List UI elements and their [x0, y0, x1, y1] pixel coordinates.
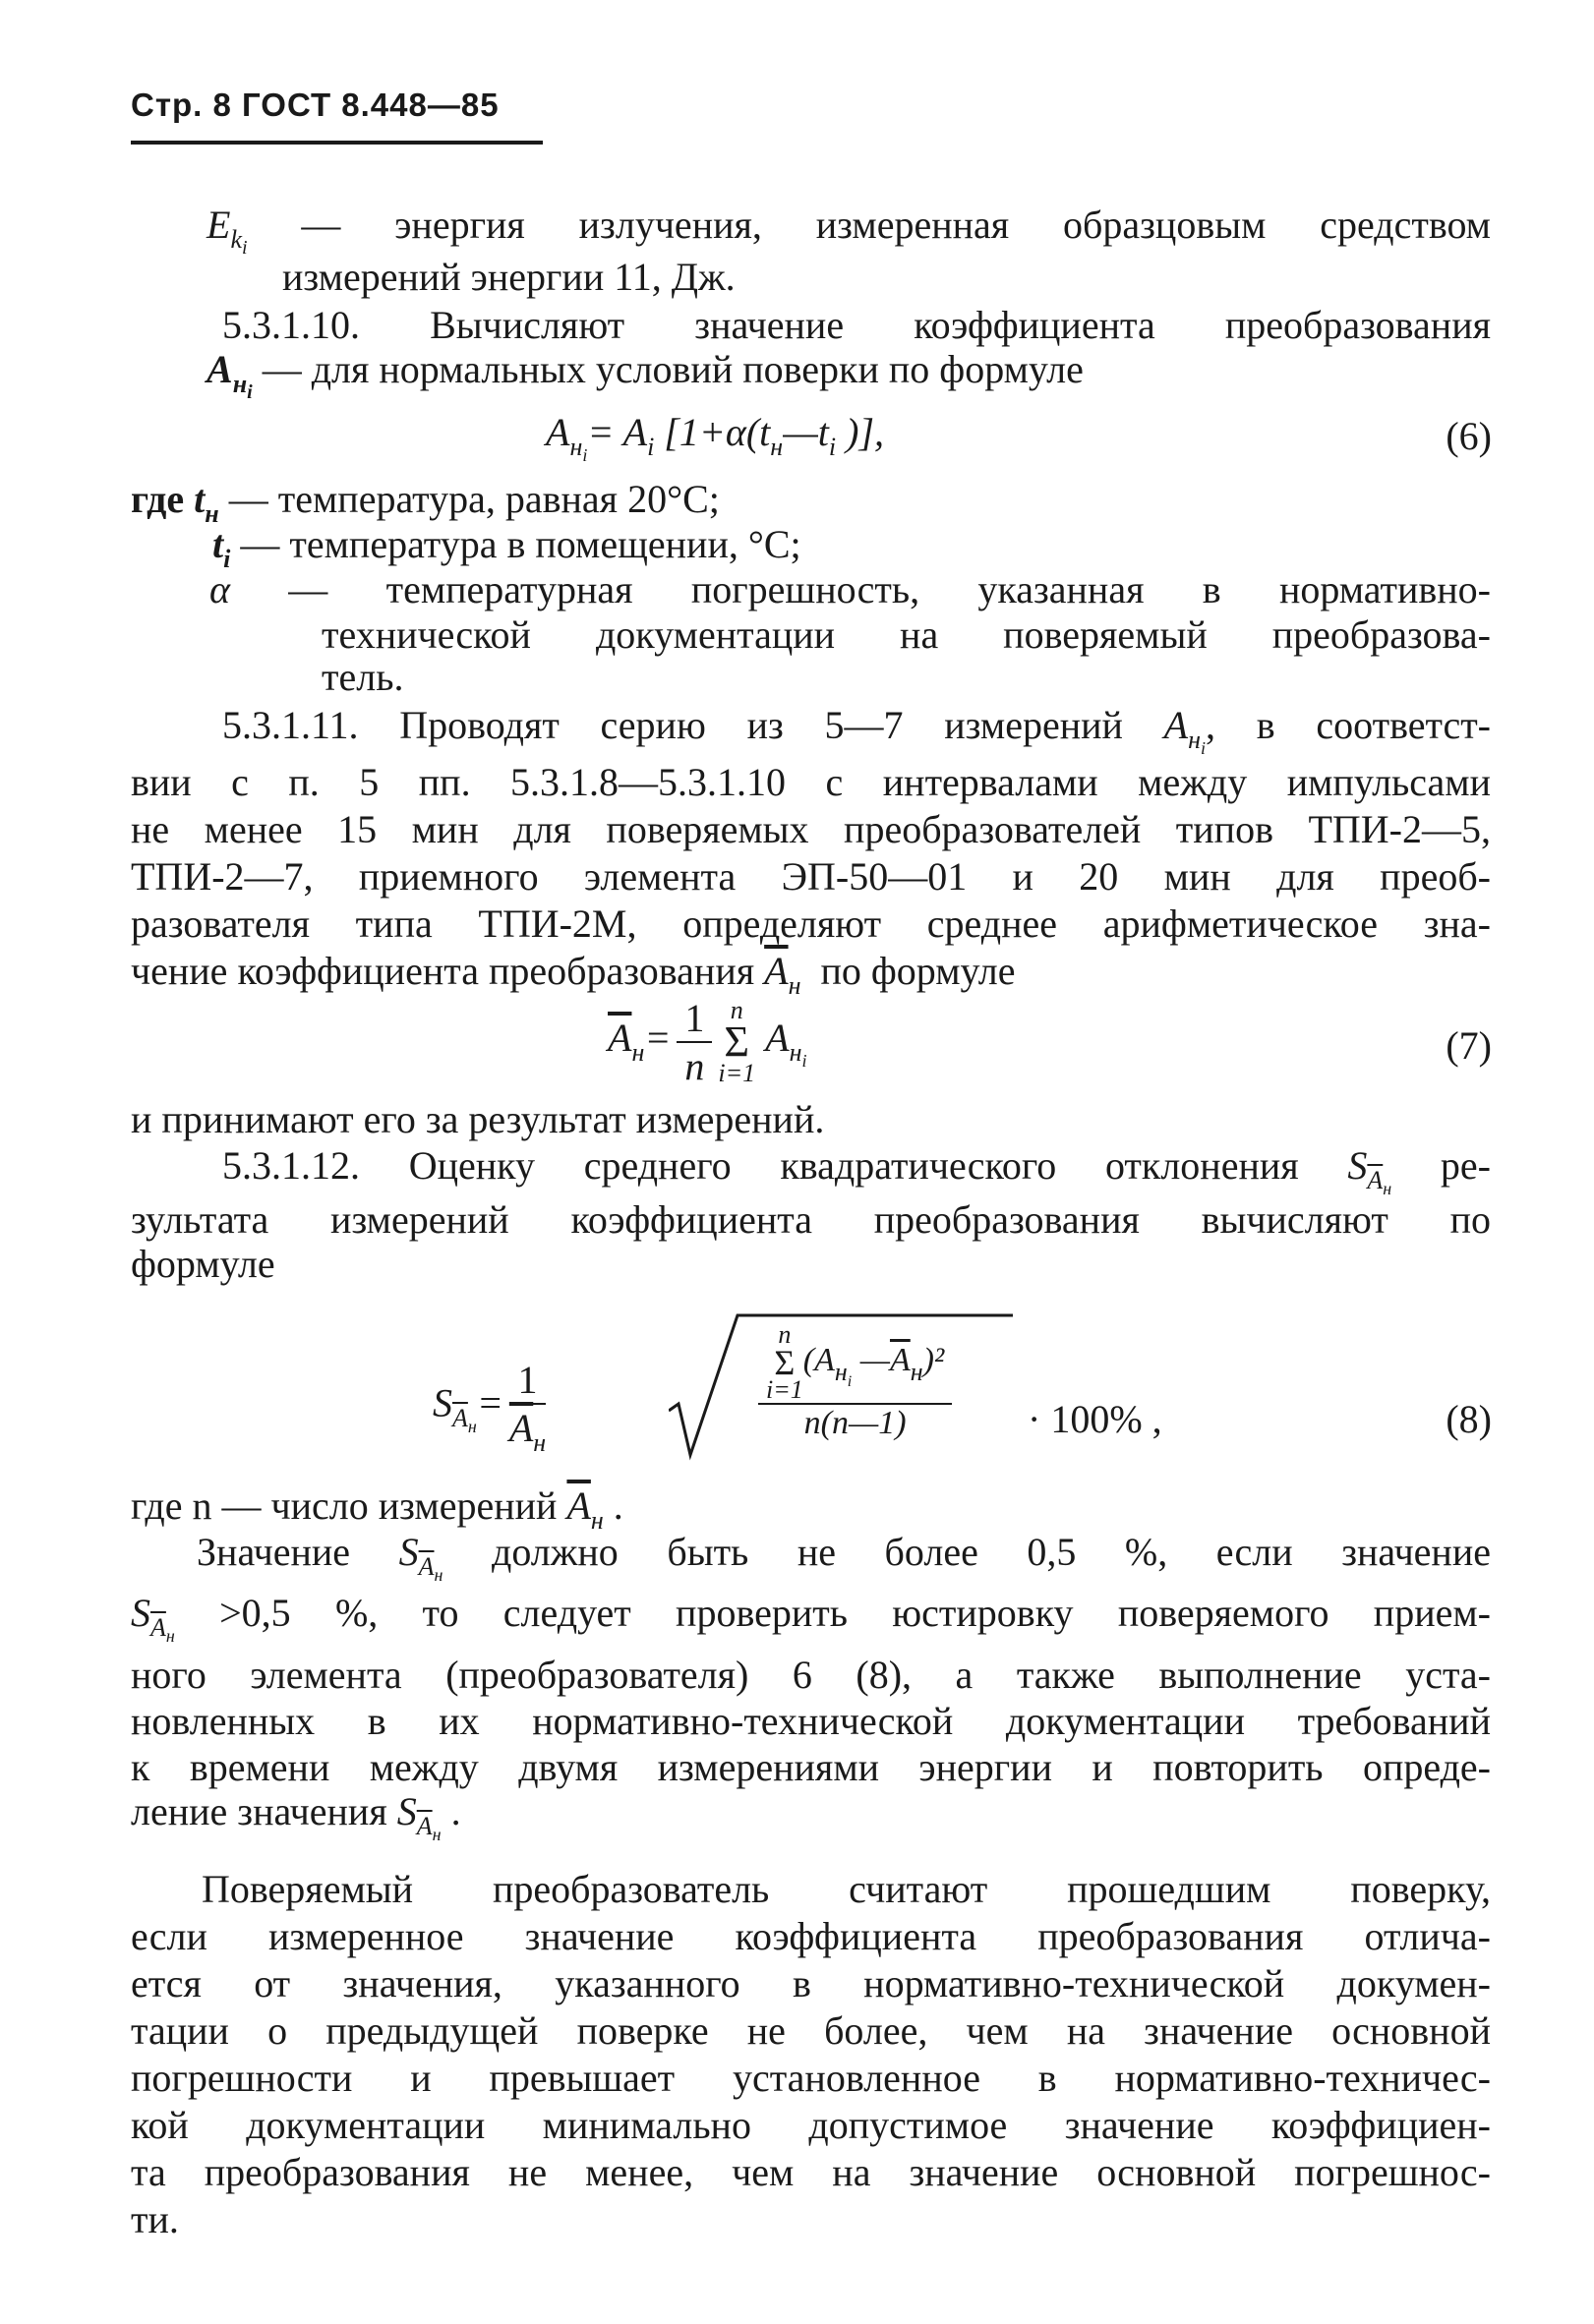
equation-8: $S_{\overline{A}_н}=$ $\frac{1}{\overline{A}_н}$ — [433, 1358, 547, 1457]
text-f5: погрешности и превышает установленное в нормативно-техничес- — [131, 2056, 1491, 2100]
eq8-radicand: n Σ i=1 ($A_{н_i}$ $—\overline{A}_н)^2$ n(n—1) — [752, 1322, 958, 1442]
text-f2: если измеренное значение коэффициента преобразования отлича- — [131, 1914, 1491, 1958]
p11-g: чение коэффициента преобразования — [131, 949, 755, 993]
text-p11c: вии с п. 5 пп. 5.3.1.8—5.3.1.10 с интервалами между импульсами — [131, 760, 1491, 804]
line-n: где n — число измерений $\overline{A}_н$ . — [131, 1483, 623, 1535]
value-line-6: ление значения $S_{\overline{A}_н}$ . — [131, 1789, 461, 1845]
p12-a: 5.3.1.12. Оценку среднего квадратического отклонения — [222, 1143, 1299, 1188]
eq6-c: —t — [783, 410, 829, 454]
text-f1: Поверяемый преобразователь считают прошедшим поверку, — [202, 1867, 1491, 1911]
text-f6: кой документации минимально допустимое значение коэффициен- — [131, 2103, 1491, 2147]
text-l4: — для нормальных условий поверки по формуле — [262, 347, 1084, 391]
value-line-2: $S_{\overline{A}_н} >0,5$ %, то следует проверить юстировку поверяемого прием- — [131, 1591, 1492, 1647]
eq6-number: (6) — [1446, 414, 1492, 458]
text-f3: ется от значения, указанного в нормативно-технической докумен- — [131, 1961, 1491, 2005]
p12-b: ре- — [1440, 1143, 1491, 1188]
where-line-2: $t_i$ — температура в помещении, °С; — [212, 522, 801, 573]
eq8-percent: · 100% , — [1028, 1397, 1162, 1441]
text-p11f: разователя типа ТПИ-2М, определяют среднее арифметическое зна- — [131, 901, 1491, 946]
text-p11e: ТПИ-2—7, приемного элемента ЭП-50—01 и 20 мин для преоб- — [131, 854, 1491, 899]
where-line-3: α — температурная погрешность, указанная в нормативно- — [209, 567, 1491, 611]
para-12-line-1: 5.3.1.12. Оценку среднего квадратического отклонения $S_{\overline{A}_н}$ ре- — [222, 1143, 1491, 1199]
text-l3: 5.3.1.10. Вычисляют значение коэффициента преобразования — [222, 303, 1491, 347]
text-l2: измерений энергии 11, Дж. — [282, 255, 736, 299]
line-a: $A_{н_i}$ — для нормальных условий поверки по формуле — [207, 347, 1084, 404]
equation-6: $A_{н_i}= A_i$ [$1+\alpha(t_н—t_i$ )], — [546, 410, 885, 466]
where-t1: — температура, равная 20°С; — [228, 477, 720, 521]
text-f4: тации о предыдущей поверке не более, чем на значение основной — [131, 2008, 1491, 2053]
text-r7: и принимают его за результат измерений. — [131, 1097, 825, 1141]
p11-b: , в соответст- — [1206, 703, 1491, 747]
text-p11d: не менее 15 мин для поверяемых преобразователей типов ТПИ-2—5, — [131, 807, 1491, 851]
p11-h: по формуле — [820, 949, 1016, 993]
p11-a: 5.3.1.11. Проводят серию из 5—7 измерений — [222, 703, 1123, 747]
text-l1: — энергия излучения, измеренная образцовым средством — [301, 203, 1491, 247]
where-word: где — [131, 477, 185, 521]
v1-b: должно быть не более 0,5 %, если значение — [491, 1530, 1492, 1574]
where-t2: — температура в помещении, °С; — [240, 522, 801, 566]
v2-b: >0,5 %, то следует проверить юстировку поверяемого прием- — [219, 1591, 1492, 1635]
para-11-line-1: 5.3.1.11. Проводят серию из 5—7 измерений $A_{н_i}$, в соответст- — [222, 703, 1491, 759]
text-p12c: зультата измерений коэффициента преобразования вычисляют по — [131, 1197, 1491, 1242]
eq6-a: = A — [587, 410, 648, 454]
text-n1: где n — число измерений — [131, 1483, 558, 1528]
v6-a: ление значения — [131, 1789, 387, 1833]
page-header: Стр. 8 ГОСТ 8.448—85 — [131, 87, 500, 123]
text-p12d: формуле — [131, 1242, 275, 1286]
text-w5: тель. — [322, 655, 404, 699]
where-line-1: где $t_н$ — температура, равная 20°С; — [131, 477, 720, 528]
text-w4: технической документации на поверяемый преобразова- — [322, 612, 1491, 657]
text-f7: та преобразования не менее, чем на значение основной погрешнос- — [131, 2150, 1491, 2194]
eq7-number: (7) — [1446, 1023, 1492, 1068]
where-t3: — температурная погрешность, указанная в нормативно- — [288, 567, 1491, 611]
text-f8: ти. — [131, 2197, 179, 2241]
eq6-b: [1+α(t — [654, 410, 771, 454]
header-rule — [131, 141, 543, 145]
text-v4: новленных в их нормативно-технической документации требований — [131, 1699, 1491, 1743]
equation-7: $\overline{A}_н=$ $\frac{1}{n}$ n Σ i=1 $A_{н_i}$ — [608, 996, 807, 1088]
value-line-1: Значение $S_{\overline{A}_н}$ должно быть не более 0,5 %, если значение — [197, 1530, 1492, 1586]
v1-a: Значение — [197, 1530, 351, 1574]
text-v3: ного элемента (преобразователя) 6 (8), а также выполнение уста- — [131, 1653, 1491, 1697]
text-v5: к времени между двумя измерениями энергии и повторить опреде- — [131, 1745, 1491, 1789]
line-ek: $E_{k_i}$ — энергия излучения, измеренная образцовым средством — [207, 203, 1491, 260]
eq8-number: (8) — [1446, 1397, 1492, 1441]
para-11-line-7: чение коэффициента преобразования $\overline{A}_н$ по формуле — [131, 949, 1016, 1000]
eq6-d: )], — [836, 410, 885, 454]
